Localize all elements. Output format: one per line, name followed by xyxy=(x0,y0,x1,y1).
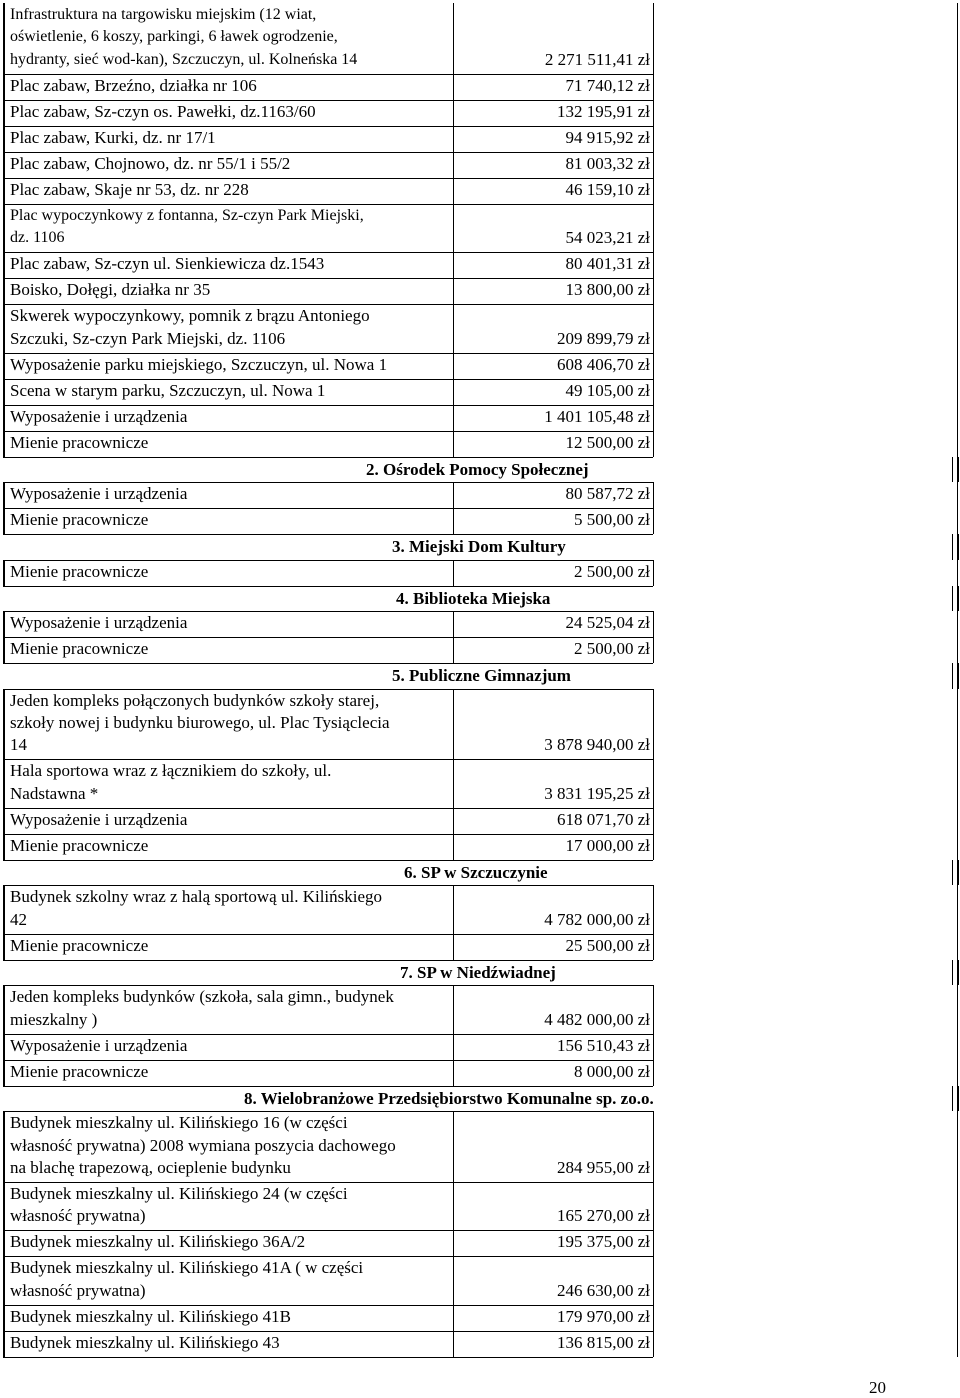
column-divider xyxy=(957,3,958,457)
item-description: Mienie pracownicze xyxy=(10,432,149,452)
item-amount: 3 831 195,25 zł xyxy=(544,783,650,803)
row-divider xyxy=(3,252,653,253)
item-description: Wyposażenie i urządzenia xyxy=(10,406,188,426)
row-divider xyxy=(3,1111,653,1112)
item-amount: 94 915,92 zł xyxy=(565,127,650,147)
column-divider xyxy=(957,611,958,663)
column-divider xyxy=(3,985,5,1085)
section-heading: 4. Biblioteka Miejska xyxy=(396,588,551,608)
row-divider xyxy=(3,178,653,179)
row-divider xyxy=(3,1256,653,1257)
section-heading: 7. SP w Niedźwiadnej xyxy=(400,962,556,982)
item-description: mieszkalny ) xyxy=(10,1009,98,1029)
item-description: Budynek mieszkalny ul. Kilińskiego 41A ( w części xyxy=(10,1258,364,1278)
section-heading: 8. Wielobranżowe Przedsiębiorstwo Komunalne sp. zo.o. xyxy=(244,1088,654,1108)
column-divider xyxy=(952,1086,953,1112)
column-divider xyxy=(3,689,5,860)
item-amount: 179 970,00 zł xyxy=(556,1306,650,1326)
row-divider xyxy=(3,1305,653,1306)
item-description: Plac zabaw, Sz-czyn os. Pawełki, dz.1163/60 xyxy=(10,101,316,121)
column-divider xyxy=(653,885,654,959)
column-divider xyxy=(957,534,959,560)
row-divider xyxy=(3,353,653,354)
section-heading: 3. Miejski Dom Kultury xyxy=(392,537,566,557)
column-divider xyxy=(952,663,953,689)
row-divider xyxy=(3,1086,653,1087)
column-divider xyxy=(957,663,959,689)
column-divider xyxy=(3,560,5,586)
row-divider xyxy=(3,126,653,127)
item-amount: 284 955,00 zł xyxy=(556,1157,650,1177)
item-description: Wyposażenie i urządzenia xyxy=(10,484,188,504)
item-amount: 80 401,31 zł xyxy=(565,254,650,274)
item-description: własność prywatna) 2008 wymiana poszycia dachowego xyxy=(10,1135,396,1155)
row-divider xyxy=(3,985,653,986)
row-divider xyxy=(3,508,653,509)
item-description: Wyposażenie i urządzenia xyxy=(10,613,188,633)
item-description: Skwerek wypoczynkowy, pomnik z brązu Antoniego xyxy=(10,306,370,326)
item-description: hydranty, sieć wod-kan), Szczuczyn, ul. Kolneńska 14 xyxy=(10,50,358,68)
item-amount: 8 000,00 zł xyxy=(573,1061,650,1081)
row-divider xyxy=(3,759,653,760)
row-divider xyxy=(3,1357,653,1358)
item-amount: 17 000,00 zł xyxy=(565,835,650,855)
item-amount: 4 482 000,00 zł xyxy=(544,1009,650,1029)
column-divider xyxy=(957,860,959,886)
row-divider xyxy=(3,278,653,279)
item-description: Budynek mieszkalny ul. Kilińskiego 36A/2 xyxy=(10,1232,306,1252)
column-divider xyxy=(957,985,958,1085)
row-divider xyxy=(3,1060,653,1061)
item-amount: 5 500,00 zł xyxy=(573,510,650,530)
item-amount: 608 406,70 zł xyxy=(556,354,650,374)
row-divider xyxy=(3,482,653,483)
column-divider xyxy=(3,611,5,663)
column-divider xyxy=(3,482,5,534)
row-divider xyxy=(3,1182,653,1183)
item-description: Budynek mieszkalny ul. Kilińskiego 41B xyxy=(10,1306,291,1326)
item-amount: 25 500,00 zł xyxy=(565,935,650,955)
section-heading: 5. Publiczne Gimnazjum xyxy=(392,666,571,686)
column-divider xyxy=(453,689,454,860)
column-divider xyxy=(3,3,5,457)
column-divider xyxy=(453,885,454,959)
row-divider xyxy=(3,1331,653,1332)
item-amount: 24 525,04 zł xyxy=(565,613,650,633)
item-description: Jeden kompleks budynków (szkoła, sala gimn., budynek xyxy=(10,987,394,1007)
column-divider xyxy=(957,457,959,483)
column-divider xyxy=(653,3,654,457)
item-description: Plac wypoczynkowy z fontanna, Sz-czyn Park Miejski, xyxy=(10,206,364,224)
item-description: Mienie pracownicze xyxy=(10,1061,149,1081)
item-description: Wyposażenie i urządzenia xyxy=(10,1035,188,1055)
item-description: Plac zabaw, Brzeźno, działka nr 106 xyxy=(10,75,257,95)
item-description: Mienie pracownicze xyxy=(10,510,149,530)
item-description: Budynek mieszkalny ul. Kilińskiego 24 (w części xyxy=(10,1183,348,1203)
item-amount: 136 815,00 zł xyxy=(556,1332,650,1352)
row-divider xyxy=(3,379,653,380)
column-divider xyxy=(3,885,5,959)
column-divider xyxy=(957,885,958,959)
item-description: Mienie pracownicze xyxy=(10,639,149,659)
column-divider xyxy=(957,1086,959,1112)
item-amount: 618 071,70 zł xyxy=(556,809,650,829)
column-divider xyxy=(952,586,953,612)
item-description: Plac zabaw, Chojnowo, dz. nr 55/1 i 55/2 xyxy=(10,153,291,173)
item-description: Scena w starym parku, Szczuczyn, ul. Nowa 1 xyxy=(10,380,326,400)
row-divider xyxy=(3,304,653,305)
column-divider xyxy=(453,1111,454,1357)
item-description: Plac zabaw, Kurki, dz. nr 17/1 xyxy=(10,127,216,147)
item-description: Boisko, Dołęgi, działka nr 35 xyxy=(10,280,211,300)
item-description: Mienie pracownicze xyxy=(10,935,149,955)
column-divider xyxy=(957,1111,958,1357)
item-description: Budynek mieszkalny ul. Kilińskiego 43 xyxy=(10,1332,280,1352)
row-divider xyxy=(3,534,653,535)
item-amount: 2 500,00 zł xyxy=(573,639,650,659)
item-description: Infrastruktura na targowisku miejskim (12 wiat, xyxy=(10,6,317,23)
row-divider xyxy=(3,637,653,638)
row-divider xyxy=(3,1230,653,1231)
row-divider xyxy=(3,100,653,101)
row-divider xyxy=(3,885,653,886)
column-divider xyxy=(453,560,454,586)
row-divider xyxy=(3,860,653,861)
item-amount: 71 740,12 zł xyxy=(565,75,650,95)
item-amount: 2 500,00 zł xyxy=(573,561,650,581)
item-amount: 80 587,72 zł xyxy=(565,484,650,504)
row-divider xyxy=(3,457,653,458)
item-amount: 132 195,91 zł xyxy=(556,101,650,121)
item-description: Budynek szkolny wraz z halą sportową ul. Kilińskiego xyxy=(10,887,383,907)
row-divider xyxy=(3,663,653,664)
column-divider xyxy=(653,985,654,1085)
item-description: Wyposażenie i urządzenia xyxy=(10,809,188,829)
row-divider xyxy=(3,611,653,612)
column-divider xyxy=(957,689,958,860)
row-divider xyxy=(3,431,653,432)
column-divider xyxy=(952,860,953,886)
item-amount: 12 500,00 zł xyxy=(565,432,650,452)
row-divider xyxy=(3,808,653,809)
column-divider xyxy=(3,1111,5,1357)
row-divider xyxy=(3,152,653,153)
column-divider xyxy=(952,534,953,560)
item-description: Budynek mieszkalny ul. Kilińskiego 16 (w części xyxy=(10,1113,348,1133)
row-divider xyxy=(3,74,653,75)
item-description: własność prywatna) xyxy=(10,1206,146,1226)
column-divider xyxy=(653,482,654,534)
item-description: Plac zabaw, Skaje nr 53, dz. nr 228 xyxy=(10,179,249,199)
item-description: dz. 1106 xyxy=(10,229,65,247)
item-description: Szczuki, Sz-czyn Park Miejski, dz. 1106 xyxy=(10,328,286,348)
item-amount: 2 271 511,41 zł xyxy=(544,49,650,69)
column-divider xyxy=(957,960,959,986)
row-divider xyxy=(3,405,653,406)
item-amount: 3 878 940,00 zł xyxy=(544,735,650,755)
row-divider xyxy=(3,1034,653,1035)
section-heading: 2. Ośrodek Pomocy Społecznej xyxy=(366,459,589,479)
column-divider xyxy=(653,611,654,663)
item-amount: 1 401 105,48 zł xyxy=(544,406,650,426)
item-amount: 209 899,79 zł xyxy=(556,328,650,348)
section-heading: 6. SP w Szczuczynie xyxy=(404,862,548,882)
column-divider xyxy=(957,586,959,612)
column-divider xyxy=(653,560,654,586)
item-amount: 246 630,00 zł xyxy=(556,1280,650,1300)
item-description: 14 xyxy=(10,735,27,755)
column-divider xyxy=(952,457,953,483)
item-description: szkoły nowej i budynku biurowego, ul. Plac Tysiąclecia xyxy=(10,713,390,732)
item-amount: 54 023,21 zł xyxy=(565,228,650,248)
column-divider xyxy=(653,689,654,860)
row-divider xyxy=(3,960,653,961)
row-divider xyxy=(3,834,653,835)
item-description: Plac zabaw, Sz-czyn ul. Sienkiewicza dz.1543 xyxy=(10,254,325,274)
item-amount: 4 782 000,00 zł xyxy=(544,909,650,929)
row-divider xyxy=(3,586,653,587)
item-description: Wyposażenie parku miejskiego, Szczuczyn, ul. Nowa 1 xyxy=(10,354,388,374)
item-amount: 13 800,00 zł xyxy=(565,280,650,300)
row-divider xyxy=(3,560,653,561)
column-divider xyxy=(957,560,958,586)
item-description: 42 xyxy=(10,909,27,929)
item-description: Hala sportowa wraz z łącznikiem do szkoły, ul. xyxy=(10,761,332,781)
column-divider xyxy=(653,1111,654,1357)
item-amount: 49 105,00 zł xyxy=(565,380,650,400)
item-amount: 165 270,00 zł xyxy=(556,1206,650,1226)
row-divider xyxy=(3,934,653,935)
column-divider xyxy=(453,482,454,534)
row-divider xyxy=(3,689,653,690)
row-divider xyxy=(3,204,653,205)
column-divider xyxy=(453,3,454,457)
item-amount: 81 003,32 zł xyxy=(565,153,650,173)
column-divider xyxy=(453,985,454,1085)
column-divider xyxy=(952,960,953,986)
item-description: Mienie pracownicze xyxy=(10,561,149,581)
item-description: na blachę trapezową, ocieplenie budynku xyxy=(10,1157,291,1177)
page-number: 20 xyxy=(869,1378,886,1397)
item-description: Nadstawna * xyxy=(10,783,99,803)
item-description: własność prywatna) xyxy=(10,1280,146,1300)
item-amount: 46 159,10 zł xyxy=(565,179,650,199)
item-description: oświetlenie, 6 koszy, parkingi, 6 ławek ogrodzenie, xyxy=(10,28,338,46)
column-divider xyxy=(957,482,958,534)
item-amount: 156 510,43 zł xyxy=(556,1035,650,1055)
item-description: Jeden kompleks połączonych budynków szkoły starej, xyxy=(10,690,380,710)
item-amount: 195 375,00 zł xyxy=(556,1232,650,1252)
column-divider xyxy=(453,611,454,663)
item-description: Mienie pracownicze xyxy=(10,835,149,855)
